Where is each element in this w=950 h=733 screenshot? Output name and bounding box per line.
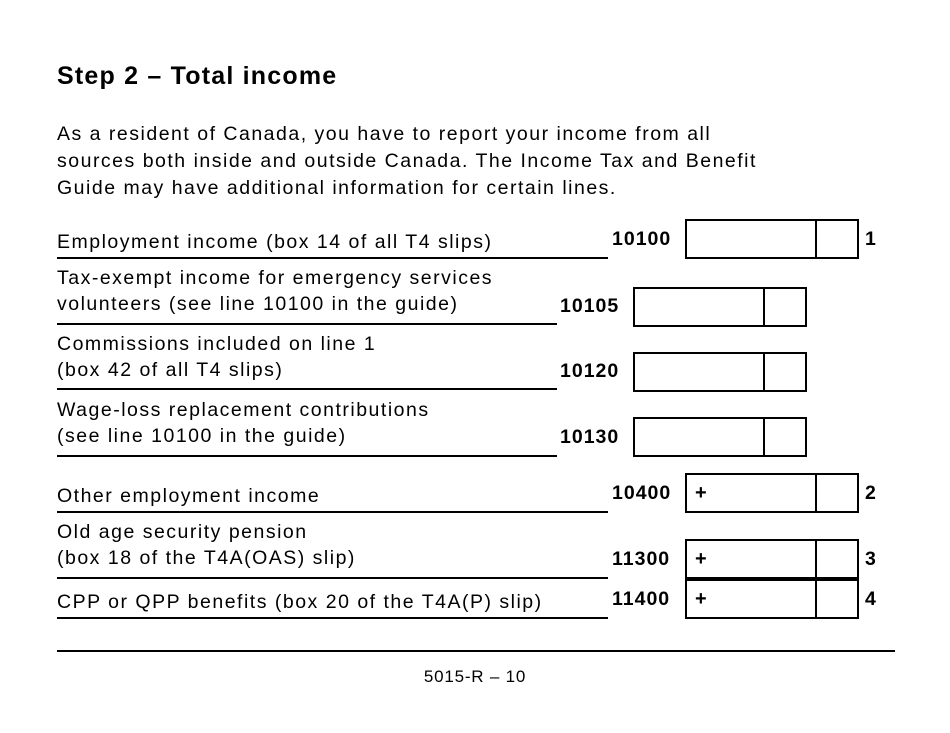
amount-cents-10400[interactable]	[815, 475, 857, 511]
amount-field-11300[interactable]	[685, 539, 859, 579]
line-code-10100: 10100	[612, 228, 672, 250]
amount-field-10130[interactable]	[633, 417, 807, 457]
label-tax-exempt-income	[57, 265, 493, 317]
amount-dollars-11400[interactable]: +	[695, 587, 707, 610]
label-line: (box 42 of all T4 slips)	[57, 359, 284, 381]
amount-dollars-10130[interactable]	[635, 419, 763, 455]
row-rule	[57, 388, 557, 390]
row-rule	[57, 617, 608, 619]
amount-cents-10105[interactable]	[763, 289, 805, 325]
amount-cents-10130[interactable]	[763, 419, 805, 455]
label-line: (box 18 of the T4A(OAS) slip)	[57, 547, 356, 569]
intro-line: As a resident of Canada, you have to report your income from all	[57, 123, 712, 145]
intro-line: Guide may have additional information for certain lines.	[57, 177, 617, 199]
label-cpp-qpp-benefits: CPP or QPP benefits (box 20 of the T4A(P) slip)	[57, 591, 543, 613]
line-number-4: 4	[865, 588, 876, 610]
amount-field-10100[interactable]	[685, 219, 859, 259]
intro-line: sources both inside and outside Canada. The Income Tax and Benefit	[57, 150, 757, 172]
intro-paragraph	[57, 121, 887, 202]
row-rule	[57, 257, 608, 259]
amount-dollars-10105[interactable]	[635, 289, 763, 325]
amount-field-10105[interactable]	[633, 287, 807, 327]
line-code-11300: 11300	[612, 548, 671, 570]
label-commissions	[57, 331, 376, 383]
label-employment-income: Employment income (box 14 of all T4 slips)	[57, 231, 493, 253]
label-old-age-security	[57, 519, 356, 571]
footer-rule	[57, 650, 895, 652]
row-rule	[57, 455, 557, 457]
section-title: Step 2 – Total income	[57, 62, 338, 90]
amount-cents-11400[interactable]	[815, 581, 857, 617]
amount-dollars-10120[interactable]	[635, 354, 763, 390]
label-other-employment-income: Other employment income	[57, 485, 321, 507]
line-code-10130: 10130	[560, 426, 620, 448]
amount-field-10120[interactable]	[633, 352, 807, 392]
amount-field-10400[interactable]	[685, 473, 859, 513]
label-line: Old age security pension	[57, 521, 308, 543]
label-line: Wage-loss replacement contributions	[57, 399, 430, 421]
amount-field-11400[interactable]	[685, 579, 859, 619]
amount-dollars-10400[interactable]: +	[695, 481, 707, 504]
page-number: 5015-R – 10	[423, 667, 527, 686]
label-wage-loss	[57, 397, 430, 449]
line-number-3: 3	[865, 548, 876, 570]
amount-cents-10120[interactable]	[763, 354, 805, 390]
row-rule	[57, 577, 608, 579]
line-code-10105: 10105	[560, 295, 620, 317]
line-code-10120: 10120	[560, 360, 620, 382]
row-rule	[57, 323, 557, 325]
amount-cents-11300[interactable]	[815, 541, 857, 577]
label-line: (see line 10100 in the guide)	[57, 425, 347, 447]
line-code-11400: 11400	[612, 588, 671, 610]
amount-dollars-11300[interactable]: +	[695, 547, 707, 570]
label-line: volunteers (see line 10100 in the guide)	[57, 293, 459, 315]
label-line: Tax-exempt income for emergency services	[57, 267, 494, 289]
amount-cents-10100[interactable]	[815, 221, 857, 257]
line-number-1: 1	[865, 228, 876, 250]
amount-dollars-10100[interactable]	[687, 221, 815, 257]
line-number-2: 2	[865, 482, 876, 504]
label-line: Commissions included on line 1	[57, 333, 377, 355]
row-rule	[57, 511, 608, 513]
line-code-10400: 10400	[612, 482, 672, 504]
